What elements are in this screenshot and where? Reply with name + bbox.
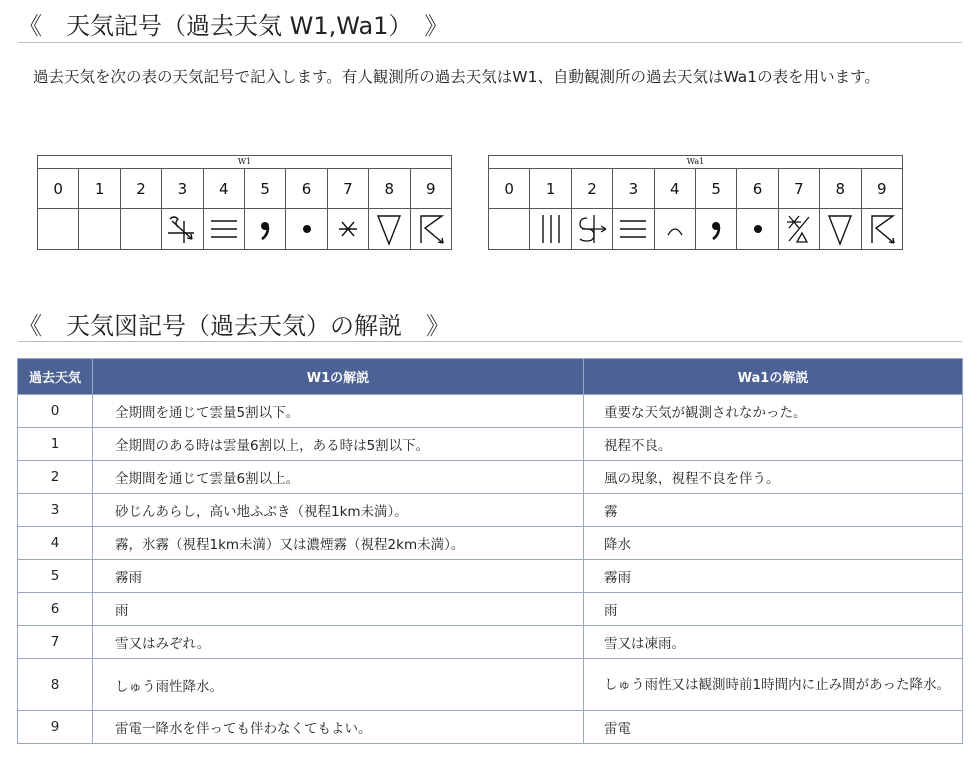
w1-code-cell: 5 bbox=[244, 169, 285, 209]
w1-description-cell: 雪又はみぞれ。 bbox=[93, 626, 584, 659]
precipitation-arc-icon bbox=[657, 211, 693, 247]
wa1-code-cell: 4 bbox=[654, 169, 695, 209]
reduced-visibility-icon bbox=[533, 211, 569, 247]
code-cell: 5 bbox=[18, 560, 93, 593]
w1-symbol-table bbox=[37, 155, 452, 250]
code-cell: 0 bbox=[18, 395, 93, 428]
wa1-code-cell: 6 bbox=[737, 169, 778, 209]
wa1-symbol-cell-empty bbox=[489, 209, 530, 250]
code-cell: 2 bbox=[18, 461, 93, 494]
intro-paragraph bbox=[17, 62, 962, 92]
code-cell: 8 bbox=[18, 659, 93, 711]
w1-description-cell: 砂じんあらし，高い地ふぶき（視程1km未満）。 bbox=[93, 494, 584, 527]
fog-icon bbox=[615, 211, 651, 247]
table-row bbox=[18, 461, 963, 494]
explanation-table bbox=[17, 358, 963, 744]
wa1-code-cell: 9 bbox=[861, 169, 902, 209]
wa1-description-cell: 風の現象，視程不良を伴う。 bbox=[584, 461, 963, 494]
wa1-code-cell: 0 bbox=[489, 169, 530, 209]
section-heading-explanation bbox=[18, 306, 962, 344]
w1-description-cell: 雷電一降水を伴っても伴わなくてもよい。 bbox=[93, 711, 584, 744]
code-cell: 3 bbox=[18, 494, 93, 527]
code-cell: 4 bbox=[18, 527, 93, 560]
w1-description-cell: 全期間を通じて雲量5割以下。 bbox=[93, 395, 584, 428]
shower-triangle-icon bbox=[371, 211, 407, 247]
wa1-code-cell: 1 bbox=[530, 169, 571, 209]
sandstorm-arrow-icon bbox=[164, 211, 200, 247]
w1-symbol-cell-empty bbox=[38, 209, 79, 250]
w1-description-cell: 霧，氷霧（視程1km未満）又は濃煙霧（視程2km未満）。 bbox=[93, 527, 584, 560]
w1-table-title: W1 bbox=[38, 156, 452, 169]
wa1-code-cell: 3 bbox=[613, 169, 654, 209]
heading-rule bbox=[18, 42, 962, 43]
w1-description-cell: 全期間のある時は雲量6割以上，ある時は5割以下。 bbox=[93, 428, 584, 461]
column-header: 過去天気 bbox=[18, 359, 93, 395]
table-row bbox=[18, 560, 963, 593]
rain-dot-icon bbox=[289, 211, 325, 247]
wa1-description-cell: 霧 bbox=[584, 494, 963, 527]
fog-icon bbox=[206, 211, 242, 247]
drizzle-comma-icon bbox=[698, 211, 734, 247]
table-row bbox=[18, 593, 963, 626]
snow-or-freezing-rain-icon bbox=[781, 211, 817, 247]
heading-text: 《 天気図記号（過去天気）の解説 》 bbox=[18, 312, 450, 340]
shower-triangle-icon bbox=[822, 211, 858, 247]
rain-dot-icon bbox=[740, 211, 776, 247]
column-header: W1の解説 bbox=[93, 359, 584, 395]
table-row bbox=[18, 527, 963, 560]
wa1-description-cell: 視程不良。 bbox=[584, 428, 963, 461]
table-row bbox=[18, 428, 963, 461]
w1-code-cell: 0 bbox=[38, 169, 79, 209]
table-row bbox=[18, 659, 963, 711]
wa1-code-cell: 7 bbox=[778, 169, 819, 209]
w1-symbol-cell-empty bbox=[120, 209, 161, 250]
wa1-code-cell: 2 bbox=[571, 169, 612, 209]
wa1-code-cell: 5 bbox=[695, 169, 736, 209]
heading-rule bbox=[18, 341, 962, 342]
wa1-description-cell: 雪又は凍雨。 bbox=[584, 626, 963, 659]
w1-code-cell: 3 bbox=[162, 169, 203, 209]
w1-description-cell: しゅう雨性降水。 bbox=[93, 659, 584, 711]
wa1-description-cell: 降水 bbox=[584, 527, 963, 560]
wa1-description-cell: 重要な天気が観測されなかった。 bbox=[584, 395, 963, 428]
drizzle-comma-icon bbox=[247, 211, 283, 247]
wa1-table-title: Wa1 bbox=[489, 156, 903, 169]
w1-code-cell: 8 bbox=[369, 169, 410, 209]
wa1-description-cell: 霧雨 bbox=[584, 560, 963, 593]
wa1-description-cell: しゅう雨性又は観測時前1時間内に止み間があった降水。 bbox=[584, 659, 963, 711]
w1-code-cell: 1 bbox=[79, 169, 120, 209]
wa1-symbol-table bbox=[488, 155, 903, 250]
code-cell: 1 bbox=[18, 428, 93, 461]
table-header-row bbox=[18, 359, 963, 395]
w1-description-cell: 霧雨 bbox=[93, 560, 584, 593]
table-row bbox=[18, 395, 963, 428]
wa1-description-cell: 雷電 bbox=[584, 711, 963, 744]
table-row bbox=[18, 494, 963, 527]
w1-code-cell: 2 bbox=[120, 169, 161, 209]
table-row bbox=[18, 626, 963, 659]
w1-code-cell: 6 bbox=[286, 169, 327, 209]
w1-description-cell: 雨 bbox=[93, 593, 584, 626]
column-header: Wa1の解説 bbox=[584, 359, 963, 395]
table-row bbox=[18, 711, 963, 744]
code-cell: 6 bbox=[18, 593, 93, 626]
wind-arrow-icon bbox=[574, 211, 610, 247]
snow-asterisk-icon bbox=[330, 211, 366, 247]
w1-code-cell: 4 bbox=[203, 169, 244, 209]
code-cell: 7 bbox=[18, 626, 93, 659]
code-cell: 9 bbox=[18, 711, 93, 744]
w1-code-cell: 9 bbox=[410, 169, 451, 209]
section-heading-weather-symbols bbox=[18, 6, 962, 44]
thunderstorm-icon bbox=[864, 211, 900, 247]
w1-code-cell: 7 bbox=[327, 169, 368, 209]
w1-symbol-cell-empty bbox=[79, 209, 120, 250]
wa1-description-cell: 雨 bbox=[584, 593, 963, 626]
thunderstorm-icon bbox=[413, 211, 449, 247]
intro-text: 過去天気を次の表の天気記号で記入します。有人観測所の過去天気はW1、自動観測所の過去天気はWa1の表を用います。 bbox=[33, 68, 880, 86]
heading-text: 《 天気記号（過去天気 W1,Wa1） 》 bbox=[18, 12, 449, 40]
w1-description-cell: 全期間を通じて雲量6割以上。 bbox=[93, 461, 584, 494]
wa1-code-cell: 8 bbox=[820, 169, 861, 209]
